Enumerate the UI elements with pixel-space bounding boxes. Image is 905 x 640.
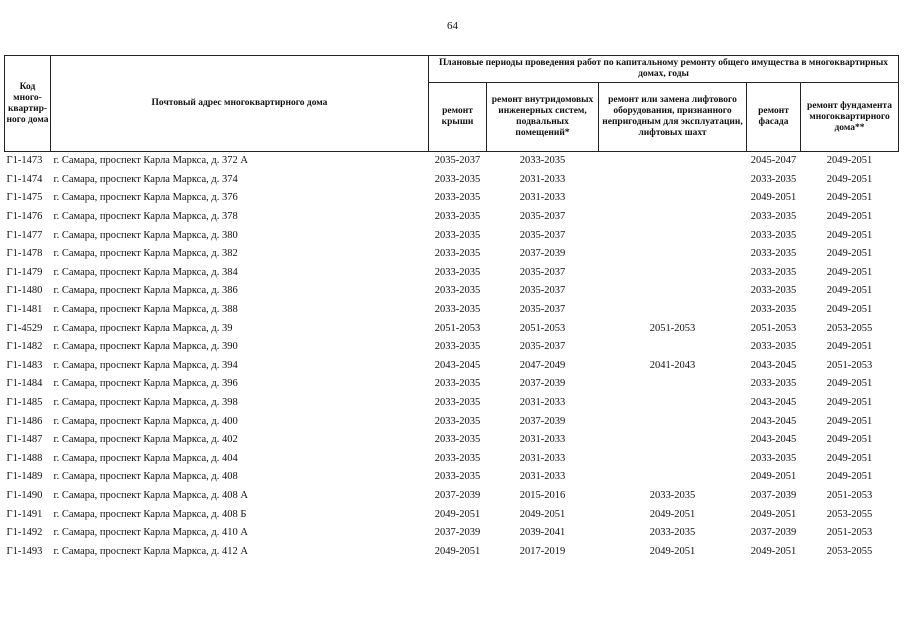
cell-foundation: 2049-2051 (826, 173, 873, 185)
cell-address: г. Самара, проспект Карла Маркса, д. 380 (53, 229, 238, 241)
cell-foundation: 2051-2053 (826, 527, 873, 539)
cell-facade: 2033-2035 (750, 248, 797, 260)
cell-roof: 2037-2039 (434, 527, 481, 539)
cell-facade: 2049-2051 (750, 545, 797, 557)
cell-code: Г1-1473 (6, 155, 43, 167)
header-address: Почтовый адрес многоквартирного дома (51, 56, 429, 152)
header-roof: ремонт крыши (429, 83, 487, 152)
cell-facade: 2043-2045 (750, 434, 797, 446)
cell-elevator: 2049-2051 (649, 545, 696, 557)
cell-elevator (599, 375, 747, 394)
cell-facade: 2033-2035 (750, 211, 797, 223)
cell-internal: 2035-2037 (519, 211, 566, 223)
cell-code: Г1-1484 (6, 378, 43, 390)
cell-foundation: 2049-2051 (826, 434, 873, 446)
cell-code: Г1-1477 (6, 229, 43, 241)
cell-internal: 2035-2037 (519, 285, 566, 297)
cell-code: Г1-1488 (6, 452, 43, 464)
cell-internal: 2037-2039 (519, 248, 566, 260)
table-row (5, 152, 899, 171)
cell-code: Г1-1483 (6, 359, 43, 371)
table-row (5, 394, 899, 413)
cell-code: Г1-1480 (6, 285, 43, 297)
cell-code: Г1-1493 (6, 545, 43, 557)
table-row (5, 319, 899, 338)
table-row (5, 505, 899, 524)
cell-code: Г1-1478 (6, 248, 43, 260)
cell-roof: 2033-2035 (434, 173, 481, 185)
cell-elevator (599, 152, 747, 171)
header-internal: ремонт внутридомовых инженерных систем, подвальных помещений* (487, 83, 599, 152)
cell-internal: 2031-2033 (519, 452, 566, 464)
cell-foundation: 2051-2053 (826, 359, 873, 371)
cell-elevator (599, 245, 747, 264)
cell-foundation: 2053-2055 (826, 545, 873, 557)
cell-foundation: 2051-2053 (826, 489, 873, 501)
cell-elevator: 2033-2035 (649, 489, 696, 501)
cell-elevator: 2049-2051 (649, 508, 696, 520)
cell-facade: 2033-2035 (750, 266, 797, 278)
cell-roof: 2033-2035 (434, 248, 481, 260)
cell-code: Г1-1481 (6, 304, 43, 316)
cell-code: Г1-1474 (6, 173, 43, 185)
header-code: Код много-квартир-ного дома (5, 56, 51, 152)
cell-code: Г1-1476 (6, 211, 43, 223)
table-row (5, 468, 899, 487)
table-row (5, 171, 899, 190)
cell-foundation: 2049-2051 (826, 229, 873, 241)
cell-internal: 2037-2039 (519, 415, 566, 427)
cell-elevator (599, 264, 747, 283)
cell-elevator (599, 301, 747, 320)
cell-roof: 2049-2051 (434, 508, 481, 520)
cell-internal: 2031-2033 (519, 173, 566, 185)
cell-address: г. Самара, проспект Карла Маркса, д. 398 (53, 397, 238, 409)
cell-foundation: 2049-2051 (826, 471, 873, 483)
cell-roof: 2033-2035 (434, 285, 481, 297)
cell-roof: 2033-2035 (434, 211, 481, 223)
cell-address: г. Самара, проспект Карла Маркса, д. 372 А (53, 155, 248, 167)
cell-roof: 2035-2037 (434, 155, 481, 167)
cell-elevator: 2033-2035 (649, 527, 696, 539)
cell-address: г. Самара, проспект Карла Маркса, д. 378 (53, 211, 238, 223)
table-row (5, 264, 899, 283)
cell-foundation: 2049-2051 (826, 248, 873, 260)
table-row (5, 208, 899, 227)
cell-internal: 2035-2037 (519, 229, 566, 241)
cell-elevator (599, 338, 747, 357)
cell-facade: 2033-2035 (750, 341, 797, 353)
table-row (5, 487, 899, 506)
cell-roof: 2033-2035 (434, 192, 481, 204)
cell-address: г. Самара, проспект Карла Маркса, д. 402 (53, 434, 238, 446)
table-row (5, 301, 899, 320)
cell-facade: 2049-2051 (750, 508, 797, 520)
cell-roof: 2037-2039 (434, 489, 481, 501)
cell-facade: 2037-2039 (750, 527, 797, 539)
cell-roof: 2033-2035 (434, 266, 481, 278)
table-row (5, 542, 899, 561)
table-row (5, 431, 899, 450)
cell-code: Г1-4529 (6, 322, 43, 334)
cell-roof: 2033-2035 (434, 434, 481, 446)
table-row (5, 357, 899, 376)
cell-facade: 2045-2047 (750, 155, 797, 167)
cell-internal: 2037-2039 (519, 378, 566, 390)
cell-internal: 2015-2016 (519, 489, 566, 501)
cell-foundation: 2049-2051 (826, 211, 873, 223)
cell-facade: 2037-2039 (750, 489, 797, 501)
cell-facade: 2049-2051 (750, 471, 797, 483)
cell-address: г. Самара, проспект Карла Маркса, д. 410 А (53, 527, 248, 539)
cell-address: г. Самара, проспект Карла Маркса, д. 388 (53, 304, 238, 316)
cell-address: г. Самара, проспект Карла Маркса, д. 374 (53, 173, 238, 185)
cell-address: г. Самара, проспект Карла Маркса, д. 408 Б (53, 508, 247, 520)
cell-elevator (599, 171, 747, 190)
cell-internal: 2031-2033 (519, 397, 566, 409)
cell-address: г. Самара, проспект Карла Маркса, д. 400 (53, 415, 238, 427)
cell-address: г. Самара, проспект Карла Маркса, д. 39 (53, 322, 233, 334)
cell-foundation: 2049-2051 (826, 155, 873, 167)
cell-internal: 2051-2053 (519, 322, 566, 334)
cell-roof: 2033-2035 (434, 304, 481, 316)
cell-roof: 2033-2035 (434, 397, 481, 409)
cell-roof: 2051-2053 (434, 322, 481, 334)
cell-elevator (599, 468, 747, 487)
table-row (5, 226, 899, 245)
cell-internal: 2039-2041 (519, 527, 566, 539)
table-row (5, 338, 899, 357)
cell-facade: 2033-2035 (750, 378, 797, 390)
cell-elevator: 2051-2053 (649, 322, 696, 334)
cell-internal: 2031-2033 (519, 192, 566, 204)
cell-internal: 2031-2033 (519, 434, 566, 446)
cell-address: г. Самара, проспект Карла Маркса, д. 394 (53, 359, 238, 371)
header-elevator: ремонт или замена лифтового оборудования, признанного непригодным для эксплуатации, лифтовых шахт (599, 83, 747, 152)
cell-elevator (599, 226, 747, 245)
cell-facade: 2051-2053 (750, 322, 797, 334)
cell-foundation: 2049-2051 (826, 341, 873, 353)
table-body (5, 152, 899, 562)
cell-code: Г1-1475 (6, 192, 43, 204)
header-foundation: ремонт фундамента многоквартирного дома** (801, 83, 899, 152)
cell-roof: 2033-2035 (434, 452, 481, 464)
cell-facade: 2033-2035 (750, 285, 797, 297)
table-row (5, 375, 899, 394)
cell-facade: 2043-2045 (750, 415, 797, 427)
cell-foundation: 2049-2051 (826, 285, 873, 297)
cell-address: г. Самара, проспект Карла Маркса, д. 382 (53, 248, 238, 260)
cell-address: г. Самара, проспект Карла Маркса, д. 386 (53, 285, 238, 297)
cell-address: г. Самара, проспект Карла Маркса, д. 412 А (53, 545, 248, 557)
cell-internal: 2035-2037 (519, 341, 566, 353)
cell-roof: 2049-2051 (434, 545, 481, 557)
cell-foundation: 2049-2051 (826, 266, 873, 278)
cell-foundation: 2049-2051 (826, 415, 873, 427)
cell-roof: 2033-2035 (434, 378, 481, 390)
cell-code: Г1-1491 (6, 508, 43, 520)
cell-code: Г1-1489 (6, 471, 43, 483)
header-periods: Плановые периоды проведения работ по капитальному ремонту общего имущества в многоквартирных домах, годы (429, 56, 899, 83)
cell-address: г. Самара, проспект Карла Маркса, д. 408 А (53, 489, 248, 501)
cell-foundation: 2049-2051 (826, 378, 873, 390)
cell-code: Г1-1490 (6, 489, 43, 501)
cell-foundation: 2049-2051 (826, 397, 873, 409)
cell-address: г. Самара, проспект Карла Маркса, д. 408 (53, 471, 238, 483)
cell-facade: 2033-2035 (750, 229, 797, 241)
cell-address: г. Самара, проспект Карла Маркса, д. 376 (53, 192, 238, 204)
cell-internal: 2035-2037 (519, 266, 566, 278)
cell-elevator (599, 208, 747, 227)
cell-address: г. Самара, проспект Карла Маркса, д. 384 (53, 266, 238, 278)
cell-elevator: 2041-2043 (649, 359, 696, 371)
cell-internal: 2047-2049 (519, 359, 566, 371)
cell-code: Г1-1485 (6, 397, 43, 409)
cell-foundation: 2049-2051 (826, 192, 873, 204)
cell-address: г. Самара, проспект Карла Маркса, д. 390 (53, 341, 238, 353)
cell-elevator (599, 450, 747, 469)
cell-foundation: 2053-2055 (826, 322, 873, 334)
cell-code: Г1-1487 (6, 434, 43, 446)
cell-internal: 2033-2035 (519, 155, 566, 167)
cell-foundation: 2053-2055 (826, 508, 873, 520)
table-row (5, 450, 899, 469)
table-row (5, 189, 899, 208)
cell-roof: 2043-2045 (434, 359, 481, 371)
capital-repair-table (4, 55, 899, 561)
cell-foundation: 2049-2051 (826, 452, 873, 464)
cell-internal: 2035-2037 (519, 304, 566, 316)
cell-elevator (599, 282, 747, 301)
cell-facade: 2033-2035 (750, 452, 797, 464)
cell-foundation: 2049-2051 (826, 304, 873, 316)
cell-elevator (599, 431, 747, 450)
cell-code: Г1-1492 (6, 527, 43, 539)
cell-elevator (599, 412, 747, 431)
table-row (5, 524, 899, 543)
cell-address: г. Самара, проспект Карла Маркса, д. 396 (53, 378, 238, 390)
page-number: 64 (447, 20, 458, 32)
cell-elevator (599, 394, 747, 413)
table-row (5, 412, 899, 431)
cell-roof: 2033-2035 (434, 415, 481, 427)
cell-internal: 2049-2051 (519, 508, 566, 520)
cell-code: Г1-1482 (6, 341, 43, 353)
cell-internal: 2031-2033 (519, 471, 566, 483)
cell-roof: 2033-2035 (434, 471, 481, 483)
cell-facade: 2043-2045 (750, 359, 797, 371)
cell-facade: 2033-2035 (750, 304, 797, 316)
cell-roof: 2033-2035 (434, 341, 481, 353)
header-row-top (5, 56, 899, 83)
cell-facade: 2049-2051 (750, 192, 797, 204)
cell-code: Г1-1479 (6, 266, 43, 278)
cell-internal: 2017-2019 (519, 545, 566, 557)
table-row (5, 282, 899, 301)
cell-code: Г1-1486 (6, 415, 43, 427)
table-row (5, 245, 899, 264)
cell-facade: 2033-2035 (750, 173, 797, 185)
cell-roof: 2033-2035 (434, 229, 481, 241)
cell-address: г. Самара, проспект Карла Маркса, д. 404 (53, 452, 238, 464)
cell-elevator (599, 189, 747, 208)
cell-facade: 2043-2045 (750, 397, 797, 409)
header-facade: ремонт фасада (747, 83, 801, 152)
